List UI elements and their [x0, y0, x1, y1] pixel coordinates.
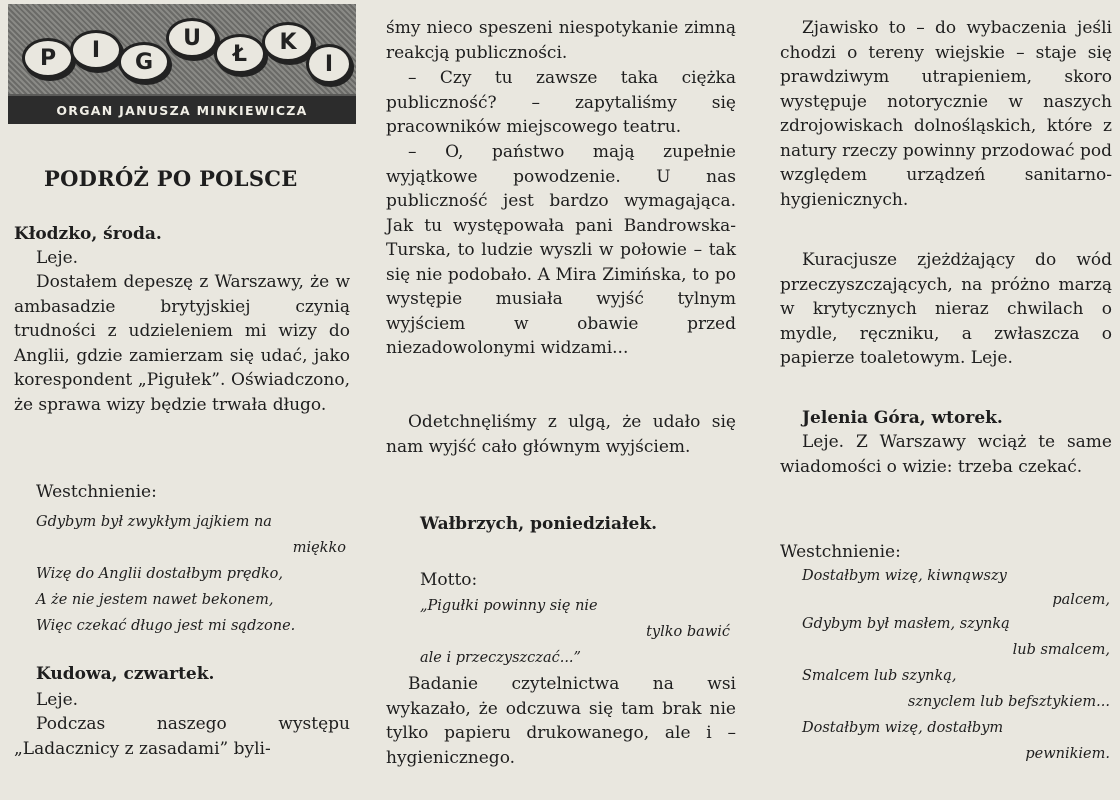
poem-line: pewnikiem. — [1025, 746, 1110, 762]
motto-line: „Pigułki powinny się nie — [420, 598, 598, 614]
poem-line: Dostałbym wizę, kiwnąwszy — [802, 568, 1007, 584]
paragraph: Odetchnęliśmy z ulgą, że udało się nam wyjść cało głównym wyjściem. — [386, 412, 736, 457]
motto-line: ale i przeczyszczać...” — [420, 650, 581, 666]
poem-line: sznyclem lub befsztykiem... — [907, 694, 1110, 710]
paragraph: Leje. — [36, 248, 79, 268]
section-heading: Wałbrzych, poniedziałek. — [420, 514, 658, 534]
logo-letter: I — [70, 30, 122, 70]
paragraph: Podczas naszego występu „Ladacznicy z zasadami” byli- — [14, 714, 350, 759]
section-heading: Kłodzko, środa. — [14, 224, 162, 244]
poem-line: Dostałbym wizę, dostałbym — [802, 720, 1004, 736]
logo-letter: P — [22, 38, 74, 78]
poem-line: palcem, — [1052, 592, 1110, 608]
sigh-label: Westchnienie: — [36, 482, 157, 502]
poem-line: Więc czekać długo jest mi sądzone. — [36, 618, 296, 634]
sigh-label: Westchnienie: — [780, 542, 901, 562]
paragraph: Badanie czytelnictwa na wsi wykazało, że odczuwa się tam brak nie tylko papieru drukowanego, ale i – hygienicznego. — [386, 674, 736, 768]
column-byline: ORGAN JANUSZA MINKIEWICZA — [8, 96, 356, 124]
poem-line: lub smalcem, — [1012, 642, 1110, 658]
article-title: PODRÓŻ PO POLSCE — [44, 166, 298, 191]
pills-logo — [8, 4, 356, 94]
section-heading: Jelenia Góra, wtorek. — [802, 408, 1003, 428]
paragraph: – O, państwo mają zupełnie wyjątkowe powodzenie. U nas publiczność jest bardzo wymagająca. Jak tu występowała pani Bandrowska-Turska, to ludzie wyszli w połowie – tak się nie podobało. A Mira Zimińska, to po występie musiała wyjść tylnym wyjściem w obawie przed niezadowolonymi widzami... — [386, 142, 736, 358]
paragraph: Leje. — [36, 690, 79, 710]
poem-line: miękko — [292, 540, 346, 556]
logo-letter: U — [166, 18, 218, 58]
section-heading: Kudowa, czwartek. — [36, 664, 215, 684]
paragraph: śmy nieco speszeni niespotykanie zimną reakcją publiczności. — [386, 18, 736, 63]
paragraph: Kuracjusze zjeżdżający do wód przeczyszczających, na próżno marzą w krytycznych nieraz chwilach o mydle, ręczniku, a zwłaszcza o papierze toaletowym. Leje. — [780, 250, 1112, 368]
motto-label: Motto: — [420, 570, 478, 590]
motto-line: tylko bawić — [646, 624, 730, 640]
paragraph: Leje. Z Warszawy wciąż te same wiadomości o wizie: trzeba czekać. — [780, 432, 1112, 477]
paragraph: Dostałem depeszę z Warszawy, że w ambasadzie brytyjskiej czynią trudności z udzieleniem mi wizy do Anglii, gdzie zamierzam się udać, jako korespondent „Pigułek”. Oświadczono, że sprawa wizy będzie trwała długo. — [14, 272, 350, 415]
poem-line: Wizę do Anglii dostałbym prędko, — [36, 566, 284, 582]
logo-letter: I — [306, 44, 352, 84]
logo-letter: Ł — [214, 34, 266, 74]
column-banner — [8, 4, 356, 124]
poem-line: Smalcem lub szynką, — [802, 668, 957, 684]
poem-line: Gdybym był masłem, szynką — [802, 616, 1010, 632]
logo-letter: K — [262, 22, 314, 62]
poem-line: A że nie jestem nawet bekonem, — [36, 592, 274, 608]
logo-letter: G — [118, 42, 170, 82]
paragraph: Zjawisko to – do wybaczenia jeśli chodzi o tereny wiejskie – staje się prawdziwym utrapieniem, skoro występuje notorycznie w naszych zdrojowiskach dolnośląskich, które z natury rzeczy powinny przodować pod względem urządzeń sanitarno-hygienicznych. — [780, 18, 1112, 210]
paragraph: – Czy tu zawsze taka ciężka publiczność? – zapytaliśmy się pracowników miejscowego teatru. — [386, 68, 736, 137]
poem-line: Gdybym był zwykłym jajkiem na — [36, 514, 272, 530]
